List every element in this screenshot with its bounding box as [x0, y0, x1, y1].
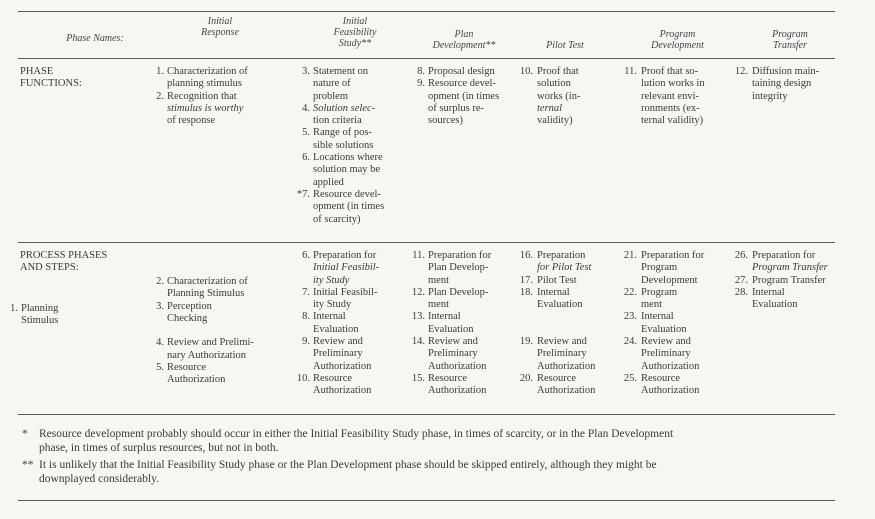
steps-planning-stimulus: [4, 303, 124, 328]
list-item: 13. Internal Evaluation: [411, 311, 474, 335]
list-item: 28. Internal Evaluation: [734, 286, 798, 311]
top-rule: [18, 11, 835, 12]
list-item: 20. Resource Authorization: [519, 372, 596, 397]
phase-functions-label: PHASE FUNCTIONS:: [20, 66, 82, 90]
footnote-single-asterisk: * Resource development probably should occur in either the Initial Feasibility Study phase, in times of scarcity, or in the Plan Development phase, in times of surplus resources, but not in both.: [22, 428, 674, 454]
list-item: 8. Proposal design: [417, 66, 495, 77]
list-item: 8. Internal Evaluation: [302, 311, 359, 335]
header-initial-feasibility-study: Initial Feasibility Study**: [333, 16, 377, 49]
header-program-transfer: Program Transfer: [772, 29, 808, 51]
list-item: 19. Review and Preliminary Authorization: [519, 336, 596, 372]
header-phase-names: Phase Names:: [66, 33, 124, 44]
list-item: 24. Review and Preliminary Authorization: [623, 336, 700, 372]
list-item: 27. Program Transfer: [734, 274, 826, 286]
header-rule: [18, 58, 835, 59]
list-item: 9. Resource devel- opment (in times of surplus re- sources): [417, 78, 500, 127]
list-item: 11. Proof that so- lution works in relevant envi- ronments (ex- ternal validity): [624, 66, 705, 127]
steps-plan-development: [408, 250, 516, 398]
header-plan-development: Plan Development**: [432, 29, 496, 51]
list-item: 21. Preparation for Program Development: [623, 250, 705, 286]
list-item: 5. Range of pos- sible solutions: [302, 127, 374, 151]
functions-program-development: [620, 66, 732, 127]
steps-initial-response: [150, 276, 295, 387]
list-item: 17. Pilot Test: [519, 274, 577, 286]
footnote-double-asterisk: ** It is unlikely that the Initial Feasibility Study phase or the Plan Development phase should be skipped entirely, although they might be downplayed considerably.: [22, 459, 657, 485]
footnote-rule: [18, 414, 835, 415]
list-item: 5. Resource Authorization: [156, 362, 226, 386]
functions-initial-feasibility: [296, 66, 411, 226]
list-item: 22. Program ment: [623, 286, 678, 311]
header-pilot-test: Pilot Test: [546, 40, 584, 51]
list-item: 12. Plan Develop- ment: [411, 286, 489, 311]
bottom-rule: [18, 500, 835, 501]
list-item: 12. Diffusion main- taining design integrity: [734, 66, 820, 102]
functions-pilot-test: [516, 66, 616, 127]
list-item: 15. Resource Authorization: [411, 372, 487, 397]
list-item: 6. Preparation for Initial Feasibil- ity Study: [302, 250, 380, 286]
steps-program-development: [620, 250, 732, 398]
list-item: 14. Review and Preliminary Authorization: [411, 336, 487, 372]
list-item: 26. Preparation for Program Transfer: [734, 250, 828, 274]
list-item: 2. Characterization of Planning Stimulus: [156, 276, 248, 300]
list-item: 3. Statement on nature of problem: [302, 66, 369, 102]
list-item: 2. Recognition that stimulus is worthy of response: [156, 90, 244, 127]
functions-initial-response: [150, 66, 295, 127]
list-item: 4. Review and Prelimi- nary Authorization: [156, 337, 254, 361]
list-item: 4. Solution selec- tion criteria: [302, 102, 376, 127]
steps-program-transfer: [731, 250, 846, 311]
list-item: 23. Internal Evaluation: [623, 311, 687, 335]
list-item: 6. Locations where solution may be applied: [302, 152, 383, 188]
steps-pilot-test: [516, 250, 621, 398]
list-item: 10. Resource Authorization: [296, 372, 372, 397]
list-item: 7. Initial Feasibil- ity Study: [302, 286, 378, 311]
list-item: 9. Review and Preliminary Authorization: [302, 336, 372, 372]
list-item: 1. Characterization of planning stimulus: [156, 66, 248, 90]
steps-initial-feasibility: [296, 250, 411, 398]
list-item: 11. Preparation for Plan Develop- ment: [412, 250, 492, 286]
functions-plan-development: [411, 66, 516, 127]
header-initial-response: Initial Response: [201, 16, 239, 38]
functions-program-transfer: [731, 66, 841, 103]
list-item: 18. Internal Evaluation: [519, 286, 583, 311]
process-phases-label: PROCESS PHASES AND STEPS:: [20, 250, 108, 274]
section-divider-rule: [18, 242, 835, 243]
list-item: 3. Perception Checking: [156, 300, 212, 324]
list-item: 10. Proof that solution works (in- ternal validity): [519, 66, 581, 127]
list-item: 25. Resource Authorization: [623, 372, 700, 397]
header-program-development: Program Development: [651, 29, 704, 51]
list-item: *7. Resource devel- opment (in times of scarcity): [296, 188, 385, 225]
list-item: 1. Planning Stimulus: [10, 303, 59, 327]
list-item: 16. Preparation for Pilot Test: [519, 250, 592, 274]
